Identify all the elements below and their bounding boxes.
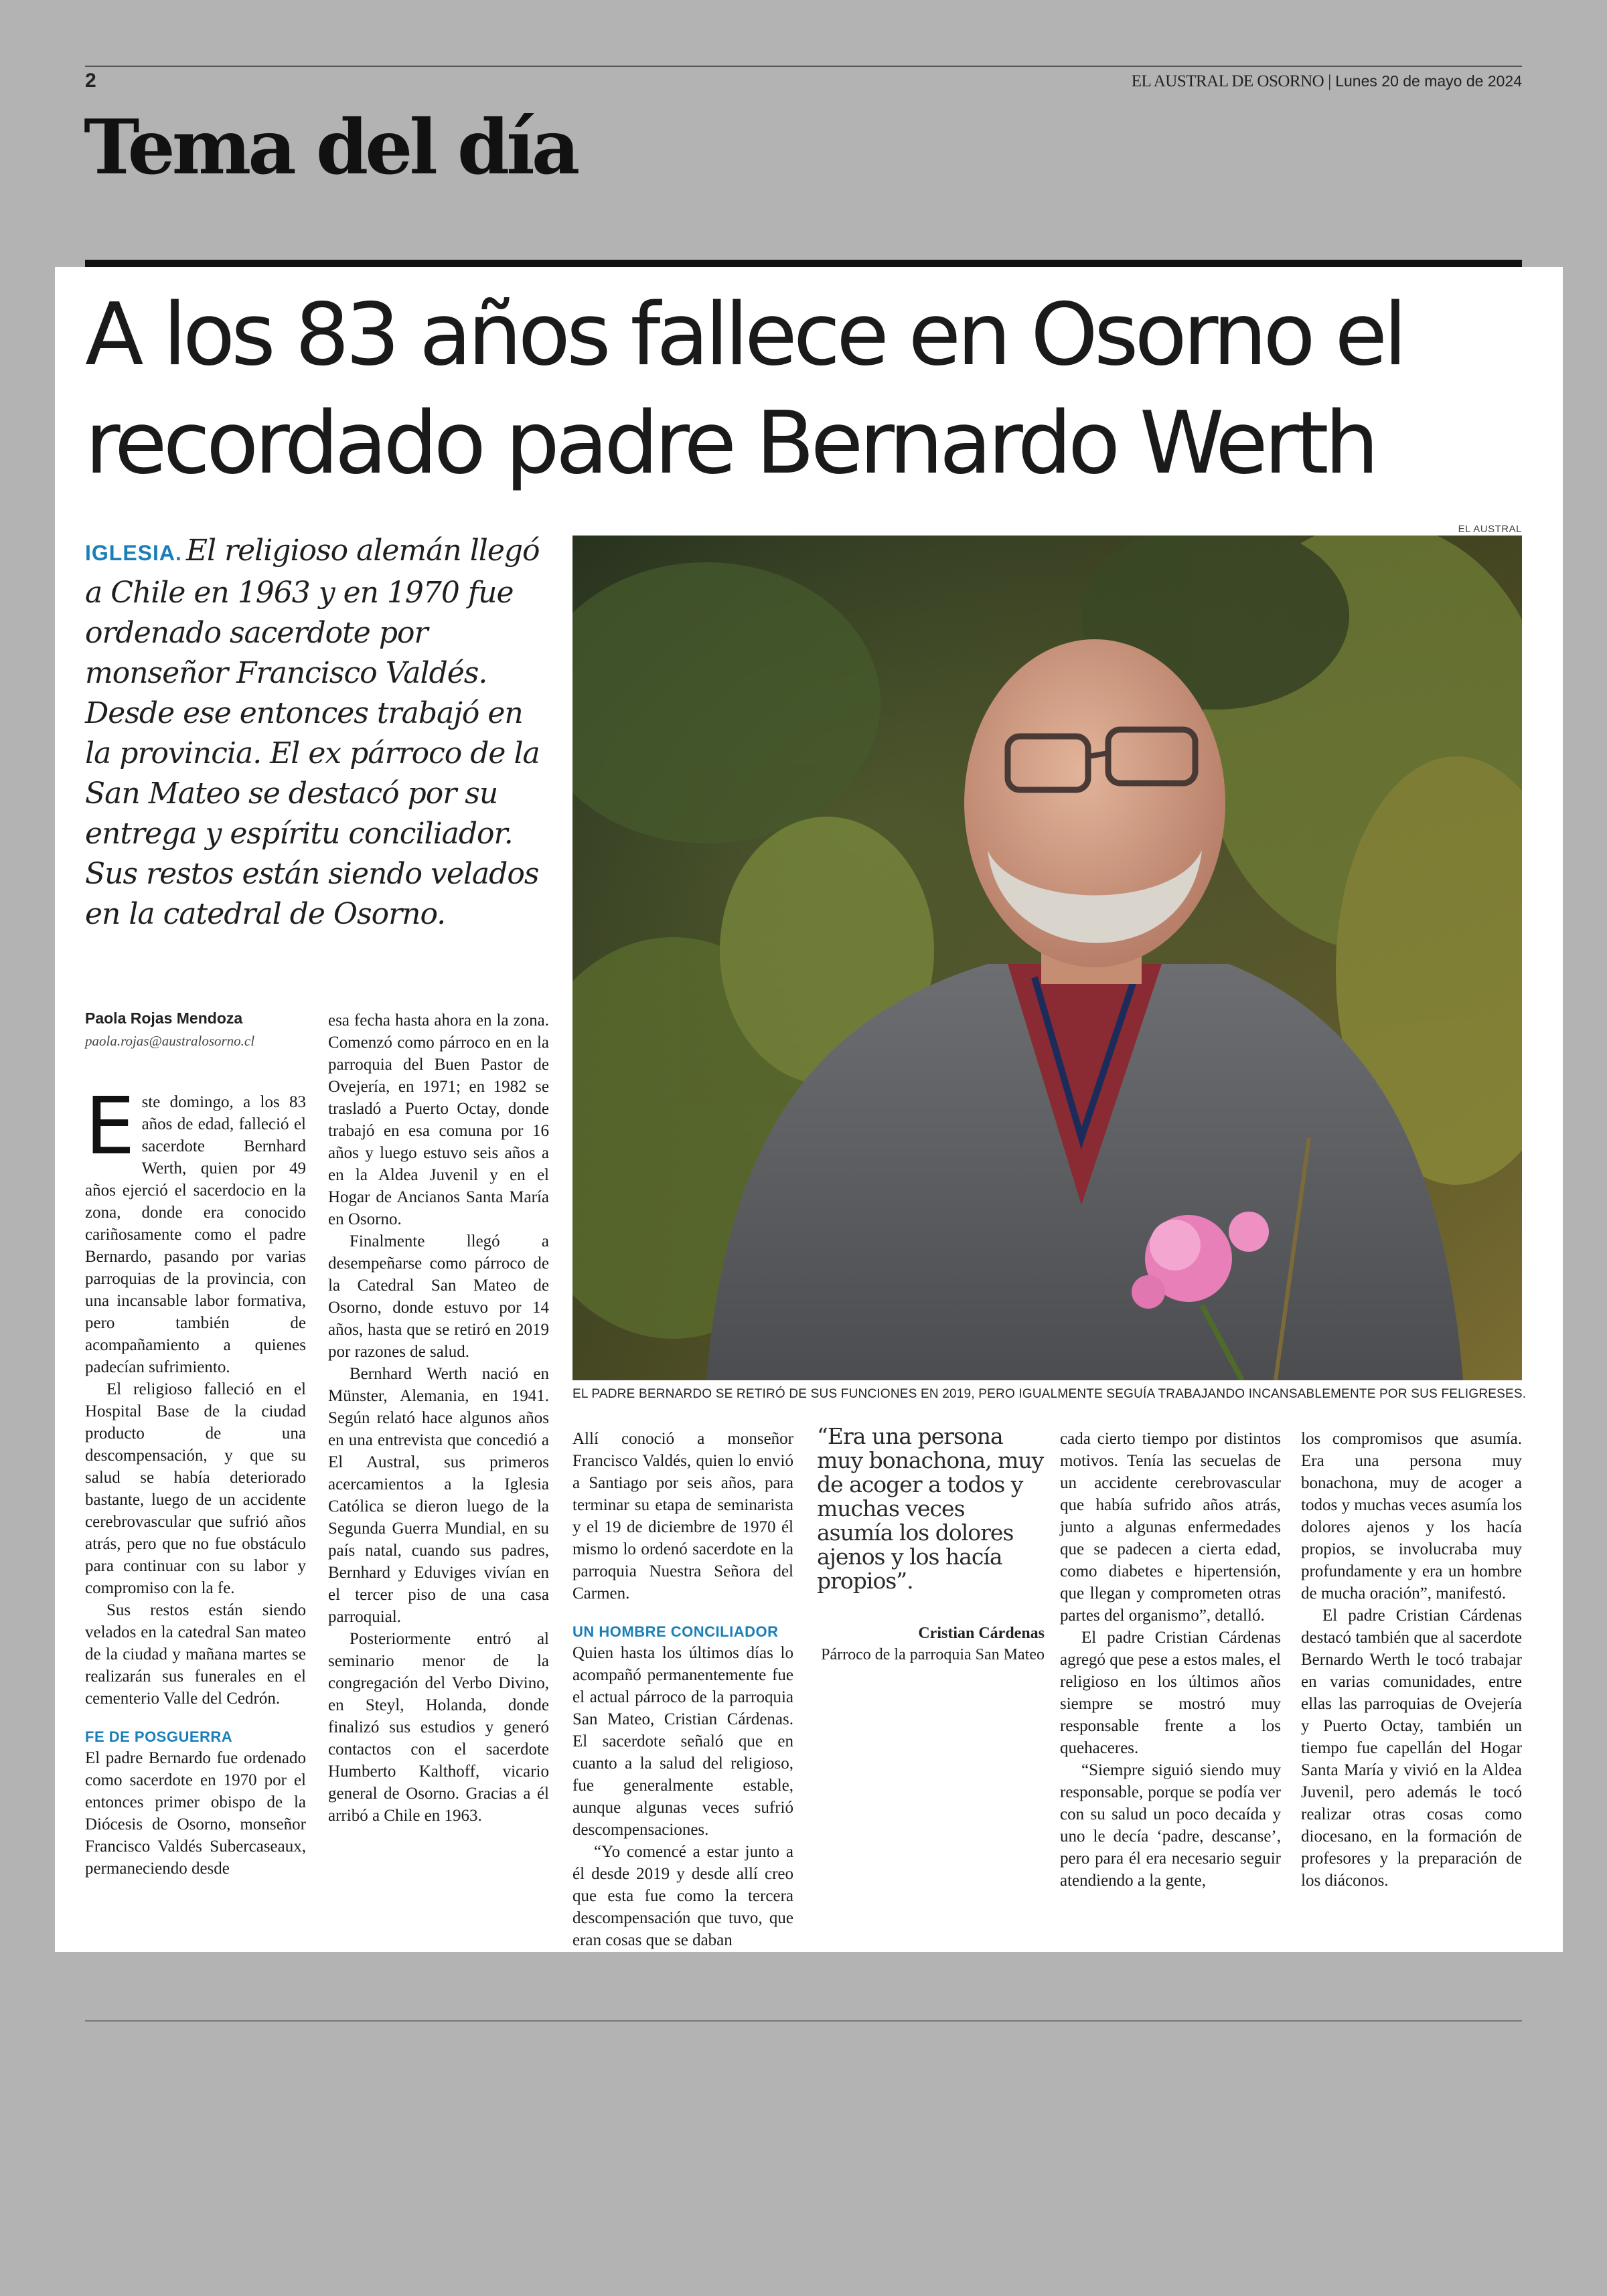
- paragraph: cada cierto tiempo por distintos motivos. Tenía las secuelas de un accidente cerebrovascular que había sufrido años atrás, junto a algunas enfermedades que se padecen a cierta edad, como diabetes e hipertensión, que llegan y comprometen otras partes del organismo”, detalló.: [1060, 1430, 1281, 1625]
- pull-quote-text: “Era una persona muy bonachona, muy de acoger a todos y muchas veces asumía los dolores ajenos y los hacía propios”.: [817, 1423, 1044, 1594]
- section-rule: [85, 260, 1522, 267]
- paragraph: El religioso falleció en el Hospital Base de la ciudad producto de una descompensación, y que su salud se había deteriorado bastante, luego de un accidente cerebrovascular que sufrió años atrás, pero que no fue obstáculo para continuar con su labor y compromiso con la fe.: [85, 1380, 306, 1597]
- author-email[interactable]: paola.rojas@australosorno.cl: [85, 1033, 255, 1049]
- paragraph: Quien hasta los últimos días lo acompañó permanentemente fue el actual párroco de la parroquia San Mateo, Cristian Cárdenas. El sacerdote señaló que en cuanto a la salud del religioso, fue generalmente estable, aunque algunas veces sufrió descompensaciones.: [572, 1644, 793, 1839]
- publication-name: EL AUSTRAL DE OSORNO: [1131, 72, 1324, 90]
- page-number: 2: [85, 70, 96, 92]
- top-rule: [85, 66, 1522, 67]
- section-title: Tema del día: [84, 104, 577, 191]
- paragraph: Posteriormente entró al seminario menor de la congregación del Verbo Divino, en Steyl, Holanda, donde finalizó sus estudios y generó contactos con el sacerdote Humberto Kalthoff, vicario general de Osorno. Gracias a él arribó a Chile en 1963.: [328, 1630, 549, 1825]
- article-photo[interactable]: [572, 536, 1522, 1380]
- bottom-rule: [85, 2020, 1522, 2022]
- photo-credit: EL AUSTRAL: [1458, 523, 1522, 535]
- deck-kicker: IGLESIA.: [85, 541, 182, 565]
- masthead-separator: |: [1328, 72, 1332, 90]
- pull-quote: [817, 1424, 1045, 1665]
- subhead-fe-de-posguerra: FE DE POSGUERRA: [85, 1728, 233, 1745]
- paragraph: esa fecha hasta ahora en la zona. Comenzó como párroco en en la parroquia del Buen Pastor de Ovejería, en 1971; en 1982 se trasladó a Puerto Octay, donde trabajó en esa comuna por 16 años y luego estuvo seis años a en la Aldea Juvenil y en el Hogar de Ancianos Santa María en Osorno.: [328, 1011, 549, 1228]
- paragraph-text: ste domingo, a los 83 años de edad, falleció el sacerdote Bernhard Werth, quien por 49 años ejerció el sacerdocio en la zona, donde era conocido cariñosamente como el padre Bernardo, pasando por varias parroquias de la provincia, con una incansable labor formativa, pero también de acompañamiento a quienes padecían sufrimiento.: [85, 1093, 306, 1376]
- paragraph: Bernhard Werth nació en Münster, Alemania, en 1941. Según relató hace algunos años en una entrevista que concedió a El Austral, sus primeros acercamientos a la Iglesia Católica se dieron luego de la Segunda Guerra Mundial, en su país natal, cuando sus padres, Bernhard y Eduviges vivían en el tercer piso de una casa parroquial.: [328, 1365, 549, 1626]
- paragraph: Sus restos están siendo velados en la catedral San mateo de la ciudad y mañana martes se realizarán sus funerales en el cementerio Valle del Cedrón.: [85, 1601, 306, 1708]
- pull-quote-attribution: [817, 1623, 1045, 1665]
- byline: [85, 1009, 306, 1050]
- paragraph: El padre Cristian Cárdenas destacó también que al sacerdote Bernardo Werth le tocó trabajar en varias comunidades, entre ellas las parroquias de Ovejería y Puerto Octay, también un tiempo fue capellán del Hogar Santa María y vivió en la Aldea Juvenil, pero además le tocó realizar otras cosas como diocesano, en la formación de profesores y la preparación de los diáconos.: [1301, 1607, 1522, 1890]
- paragraph: Finalmente llegó a desempeñarse como párroco de la Catedral San Mateo de Osorno, donde estuvo por 14 años, hasta que se retiró en 2019 por razones de salud.: [328, 1232, 549, 1361]
- quote-name: Cristian Cárdenas: [918, 1625, 1045, 1642]
- body-column-6: [1301, 1428, 1522, 1892]
- portrait-photo-icon: [572, 536, 1522, 1380]
- drop-cap: E: [85, 1080, 135, 1172]
- paragraph: Allí conoció a monseñor Francisco Valdés, quien lo envió a Santiago por seis años, para terminar su etapa de seminarista y el 19 de diciembre de 1970 él mismo lo ordenó sacerdote en la parroquia Nuestra Señora del Carmen.: [572, 1430, 793, 1603]
- body-column-5: [1060, 1428, 1281, 1892]
- photo-caption: EL PADRE BERNARDO SE RETIRÓ DE SUS FUNCIONES EN 2019, PERO IGUALMENTE SEGUÍA TRABAJANDO INCANSABLEMENTE POR SUS FELIGRESES.: [572, 1387, 1527, 1401]
- article-deck: [85, 531, 547, 934]
- quote-role: Párroco de la parroquia San Mateo: [821, 1646, 1045, 1663]
- publication-date: Lunes 20 de mayo de 2024: [1335, 72, 1522, 90]
- masthead: [1132, 72, 1522, 91]
- deck-text: El religioso alemán llegó a Chile en 1963 y en 1970 fue ordenado sacerdote por monseñor Francisco Valdés. Desde ese entonces trabajó en la provincia. El ex párroco de la San Mateo se destacó por su entrega y espíritu conciliador. Sus restos están siendo velados en la catedral de Osorno.: [85, 534, 540, 931]
- subhead-un-hombre-conciliador: UN HOMBRE CONCILIADOR: [572, 1623, 779, 1640]
- paragraph: “Yo comencé a estar junto a él desde 2019 y desde allí creo que esta fue como la tercera descompensación que tuvo, que eran cosas que se daban: [572, 1843, 793, 1949]
- paragraph: los compromisos que asumía. Era una persona muy bonachona, muy de acoger a todos y muchas veces asumía los dolores ajenos y los hacía propios, se involucraba muy profundamente y era un hombre de mucha oración”, manifestó.: [1301, 1430, 1522, 1603]
- body-column-1: [85, 1080, 306, 1880]
- body-column-2: [328, 1009, 549, 1827]
- paragraph: El padre Cristian Cárdenas agregó que pese a estos males, el religioso en los últimos años siempre se mostró muy responsable frente a los quehaceres.: [1060, 1629, 1281, 1757]
- paragraph: [85, 1080, 306, 1378]
- paragraph: El padre Bernardo fue ordenado como sacerdote en 1970 por el entonces primer obispo de la Diócesis de Osorno, monseñor Francisco Valdés Subercaseaux, permaneciendo desde: [85, 1749, 306, 1878]
- paragraph: “Siempre siguió siendo muy responsable, porque se podía ver con su salud un poco decaída y uno le decía ‘padre, descanse’, pero para él era necesario seguir atendiendo a la gente,: [1060, 1761, 1281, 1890]
- article-headline: A los 83 años fallece en Osorno el recordado padre Bernardo Werth: [85, 285, 1403, 493]
- body-column-3: [572, 1428, 793, 1951]
- author-name: Paola Rojas Mendoza: [85, 1009, 243, 1027]
